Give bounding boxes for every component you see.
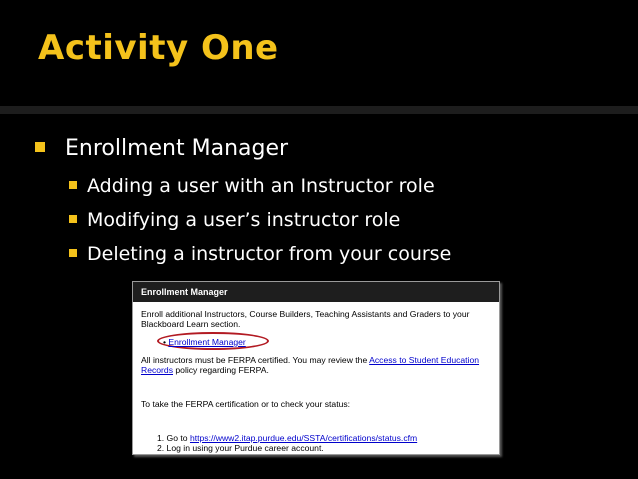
ferpa-policy-link-continued[interactable]: Records <box>141 365 173 375</box>
ferpa-text-line-1 <box>141 355 479 365</box>
intro-text-line-2: Blackboard Learn section. <box>141 319 241 329</box>
bullet-text: Modifying a user’s instructor role <box>87 209 401 231</box>
intro-text-line-1: Enroll additional Instructors, Course Builders, Teaching Assistants and Graders to your <box>141 309 470 319</box>
certification-text: To take the FERPA certification or to check your status: <box>141 399 351 409</box>
enrollment-manager-link-item <box>163 337 246 347</box>
bullet-square-icon <box>35 142 45 152</box>
bullet-text: Deleting a instructor from your course <box>87 243 452 265</box>
list-bullet: • <box>163 337 167 347</box>
bullet-square-icon <box>69 181 77 189</box>
step-text: 1. Go to <box>157 433 190 443</box>
ferpa-text: All instructors must be FERPA certified. You may review the <box>141 355 370 365</box>
panel-header: Enrollment Manager <box>133 282 499 302</box>
step-1 <box>157 433 417 443</box>
bullet-text: Adding a user with an Instructor role <box>87 175 435 197</box>
bullet-square-icon <box>69 249 77 257</box>
sub-bullet-deleting-instructor <box>69 243 451 265</box>
bullet-enrollment-manager <box>35 136 288 161</box>
bullet-square-icon <box>69 215 77 223</box>
sub-bullet-modifying-role <box>69 209 400 231</box>
step-2: 2. Log in using your Purdue career account. <box>157 443 324 453</box>
ferpa-text-line-2 <box>141 365 269 375</box>
enrollment-manager-screenshot <box>132 281 500 455</box>
enrollment-manager-link[interactable]: Enrollment Manager <box>168 337 246 347</box>
ferpa-policy-link[interactable]: Access to Student Education <box>369 355 480 365</box>
slide-title: Activity One <box>38 28 279 68</box>
ferpa-text: policy regarding FERPA. <box>173 365 269 375</box>
title-divider <box>0 106 638 114</box>
sub-bullet-adding-user <box>69 175 435 197</box>
certification-status-link[interactable]: https://www2.itap.purdue.edu/SSTA/certifications/status.cfm <box>189 433 418 443</box>
bullet-text: Enrollment Manager <box>65 136 289 161</box>
